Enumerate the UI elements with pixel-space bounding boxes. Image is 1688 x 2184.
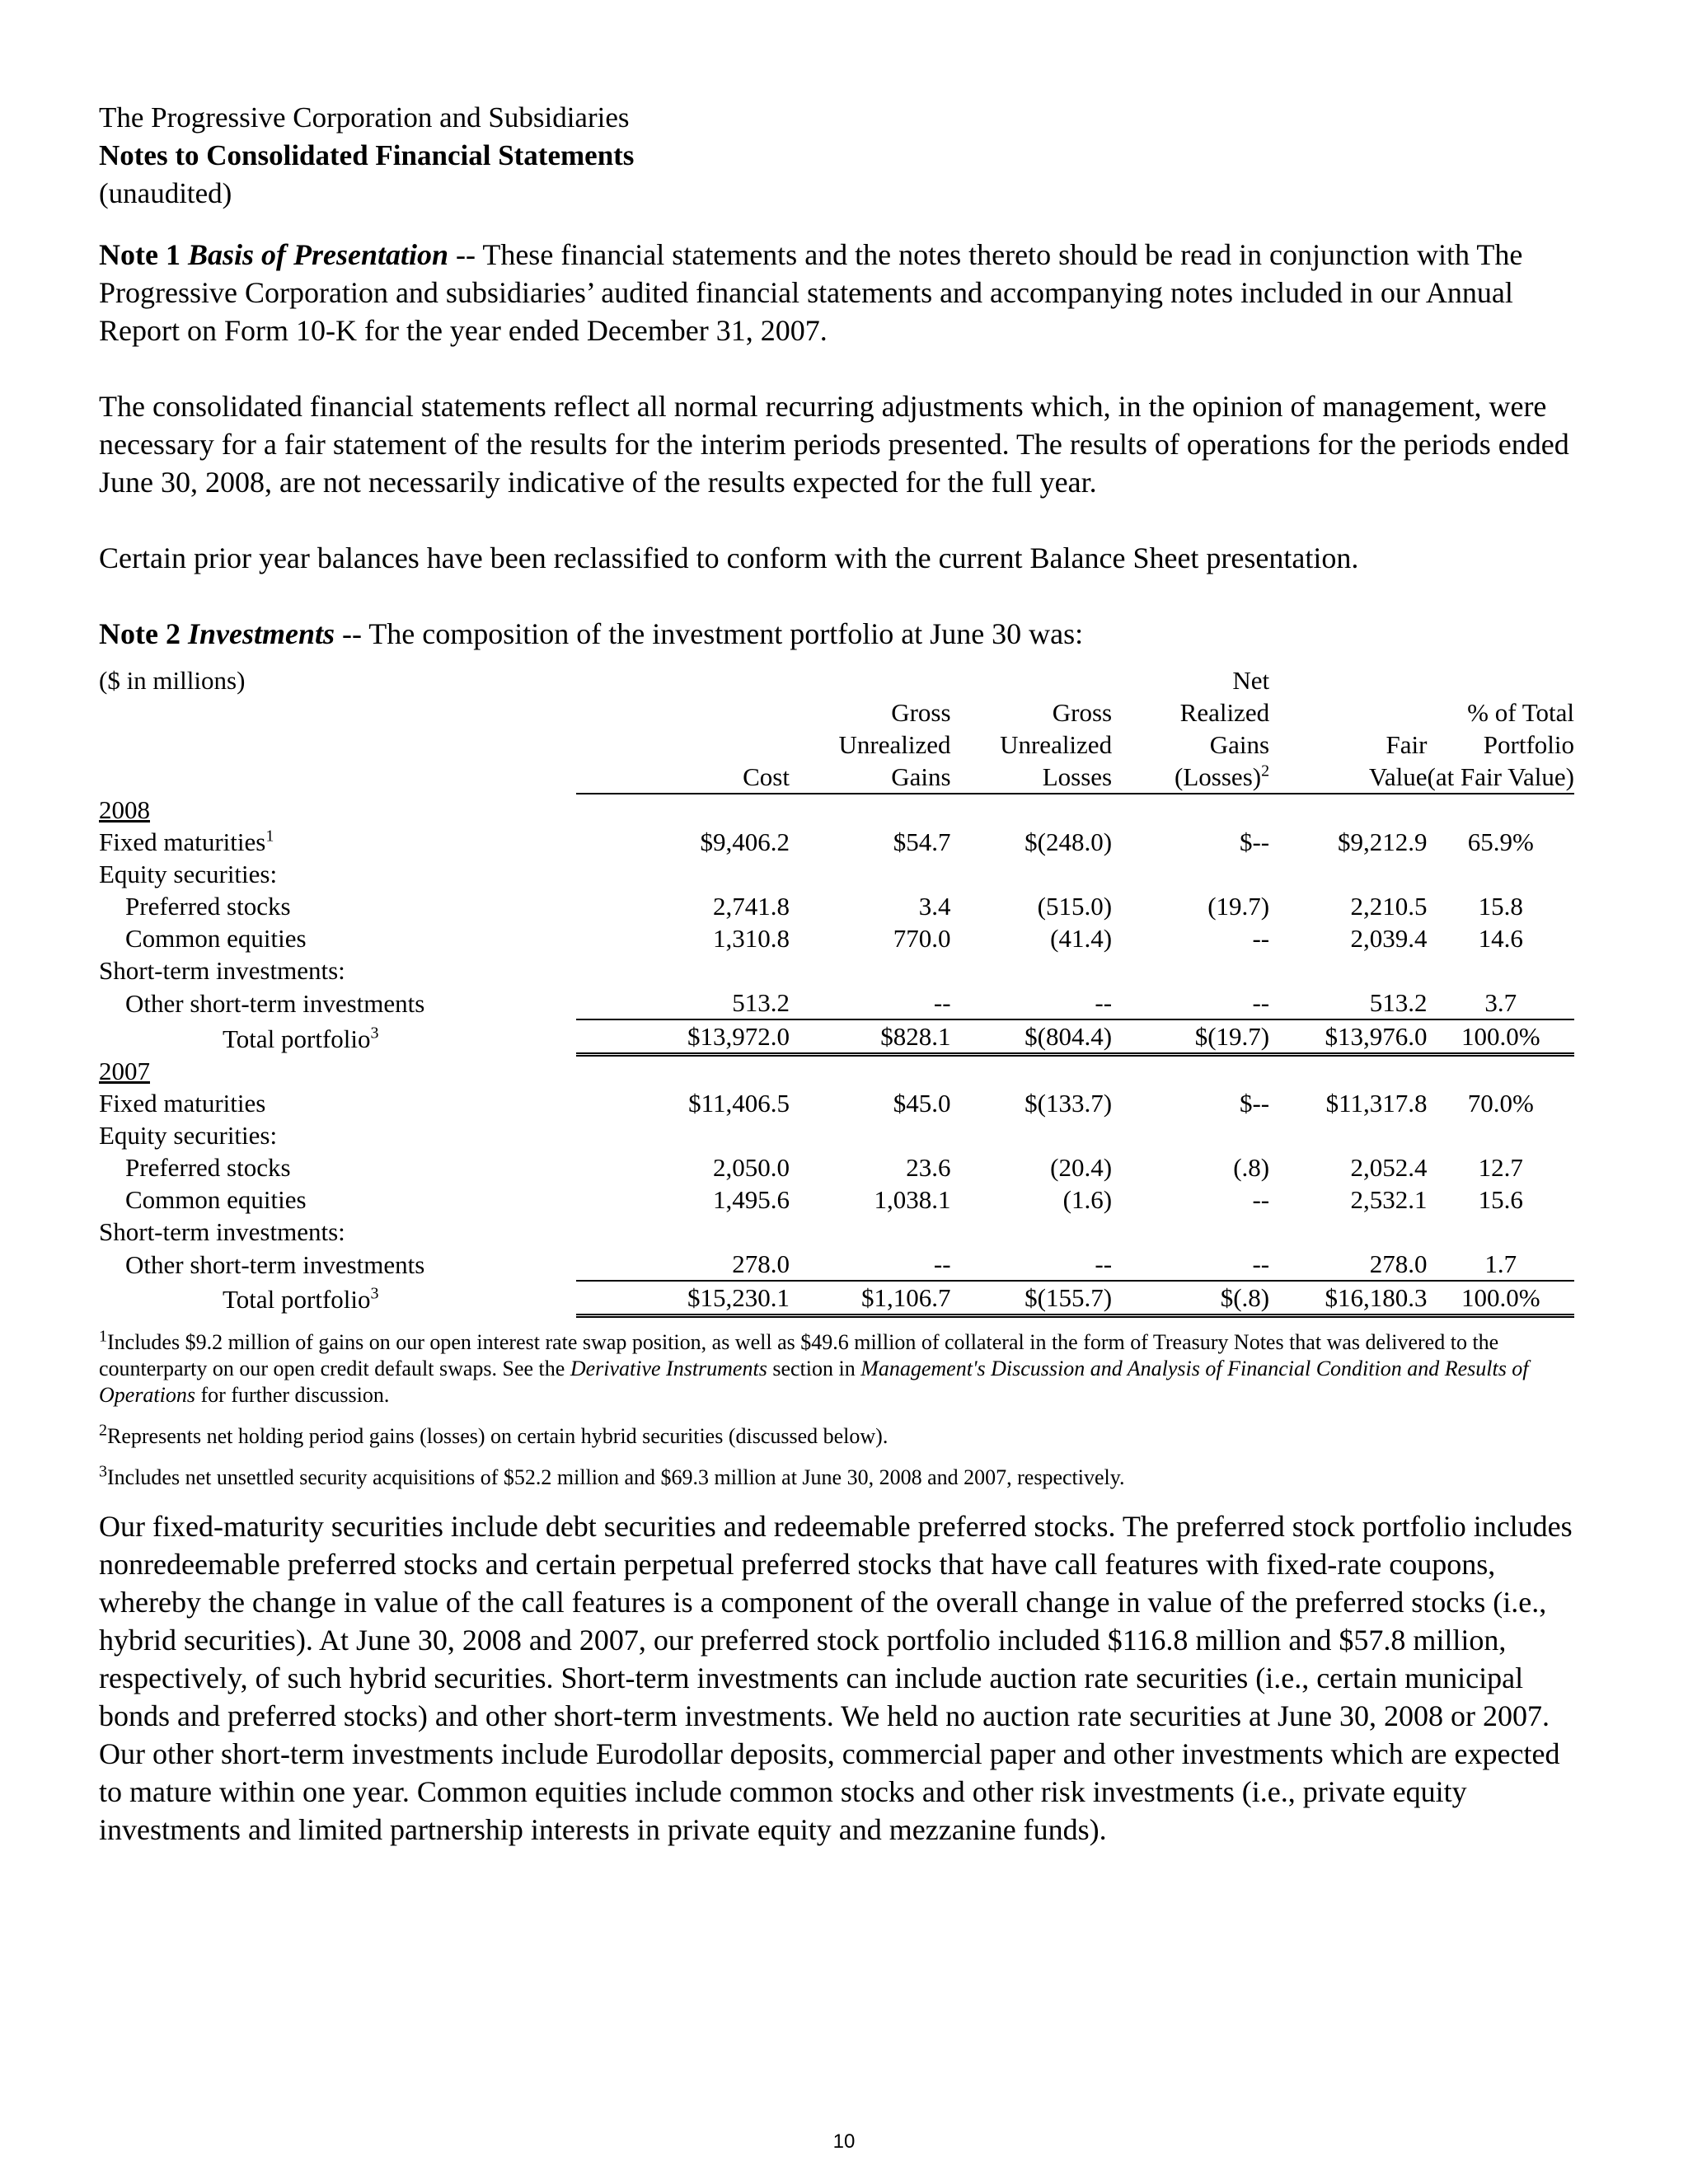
row-label: Fixed maturities [99, 1088, 266, 1118]
table-row [99, 1087, 1574, 1119]
cell-pct: 14.6 [1478, 924, 1523, 953]
row-label: Short-term investments: [99, 1216, 345, 1246]
note1-paragraph [99, 236, 1582, 349]
cell-gains: $828.1 [790, 1019, 951, 1055]
table-total-row [99, 1019, 1574, 1055]
cell-losses: (41.4) [1050, 924, 1113, 953]
cell-cost: 1,495.6 [712, 1184, 790, 1214]
row-label: Total portfolio$^3$ [223, 1024, 379, 1053]
cell-gains: 770.0 [893, 924, 951, 953]
table-header-row [99, 729, 1574, 761]
note2-text: -- The composition of the investment portfolio at June 30 was: [334, 617, 1084, 650]
row-label: Other short-term investments [125, 989, 425, 1018]
table-row [99, 890, 1574, 922]
cell-fair: 2,039.4 [1350, 924, 1428, 953]
cell-gains: 1,038.1 [874, 1184, 951, 1214]
cell-fair: $16,180.3 [1269, 1281, 1427, 1316]
table-row [99, 1216, 1574, 1248]
cell-net: $-- [1239, 827, 1270, 856]
cell-pct: 15.6 [1478, 1184, 1523, 1214]
table-row [99, 954, 1574, 987]
statement-title: Notes to Consolidated Financial Statements [99, 139, 635, 171]
note2-paragraph [99, 615, 1582, 653]
cell-pct: 70.0% [1467, 1088, 1534, 1118]
cell-losses: -- [951, 1248, 1113, 1281]
note2-heading: Investments [187, 617, 335, 650]
footnote-3: $^3$Includes net unsettled security acquisitions of $52.2 million and $69.3 million at June 30, 2008 and 2007, respectively. [99, 1461, 1125, 1489]
cell-gains: $45.0 [893, 1088, 951, 1118]
units-label: ($ in millions) [99, 666, 246, 695]
cell-pct: 12.7 [1478, 1152, 1523, 1182]
row-label: Equity securities: [99, 1120, 278, 1150]
cell-net: $(19.7) [1112, 1019, 1269, 1055]
cell-net: $-- [1239, 1088, 1270, 1118]
cell-fair: $9,212.9 [1337, 827, 1428, 856]
cell-fair: $11,317.8 [1325, 1088, 1428, 1118]
header-losses-3: Losses [951, 761, 1113, 794]
table-total-row [99, 1281, 1574, 1316]
table-row [99, 1119, 1574, 1151]
row-label: Preferred stocks [125, 892, 291, 921]
cell-cost: 513.2 [576, 987, 790, 1019]
cell-gains: 3.4 [918, 892, 951, 921]
unaudited-label: (unaudited) [99, 177, 232, 209]
cell-net: -- [1112, 1248, 1269, 1281]
cell-fair: 2,532.1 [1350, 1184, 1428, 1214]
header-net-1: Net [1232, 666, 1270, 695]
cell-pct: 3.7 [1427, 987, 1574, 1019]
header-net-3: Gains [1209, 730, 1270, 759]
header-fair-2: Value [1269, 761, 1427, 794]
cell-pct: 100.0% [1427, 1019, 1574, 1055]
cell-fair: 513.2 [1269, 987, 1427, 1019]
cell-pct: 100.0% [1427, 1281, 1574, 1316]
table-row [99, 922, 1574, 954]
cell-fair: 2,210.5 [1350, 892, 1428, 921]
row-label: Equity securities: [99, 860, 278, 888]
cell-cost: $15,230.1 [576, 1281, 790, 1316]
row-label: Total portfolio$^3$ [223, 1284, 379, 1314]
cell-losses: $(804.4) [951, 1019, 1113, 1055]
cell-gains: -- [790, 987, 951, 1019]
note1-label: Note 1 [99, 238, 181, 271]
cell-fair: 2,052.4 [1350, 1152, 1428, 1182]
header-gains-1: Gross [891, 698, 951, 727]
header-losses-2: Unrealized [1000, 730, 1113, 759]
cell-fair: 278.0 [1269, 1248, 1427, 1281]
cell-net: (.8) [1233, 1152, 1270, 1182]
footnote-2: $^2$Represents net holding period gains (losses) on certain hybrid securities (discussed below). [99, 1420, 889, 1448]
footnote-1: $^1$Includes $9.2 million of gains on our open interest rate swap position, as well as $49.6 million of collateral in the form of Treasury Notes that was delivered to the counterparty on our open credit default swaps. See the Derivative Instruments section in Management's Discussion and Analysis of Financial Condition and Results of Operations for further discussion. [99, 1326, 1529, 1407]
cell-net: $(.8) [1112, 1281, 1269, 1316]
document-page [99, 99, 1582, 1849]
year-label-2007: 2007 [99, 1056, 150, 1085]
note1-text: -- These financial statements and the notes thereto should be read in conjunction with The Progressive Corporation and subsidiaries’ audited financial statements and accompanying notes included in our Annual Report on Form 10-K for the year ended December 31, 2007. [99, 238, 1523, 347]
table-row [99, 794, 1574, 826]
cell-losses: (1.6) [1062, 1184, 1113, 1214]
header-pct-3: (at Fair Value) [1427, 761, 1574, 794]
cell-gains: -- [790, 1248, 951, 1281]
header-pct-1: % of Total [1467, 698, 1574, 727]
cell-losses: -- [951, 987, 1113, 1019]
company-name: The Progressive Corporation and Subsidiaries [99, 101, 630, 134]
cell-losses: $(248.0) [1025, 827, 1113, 856]
cell-cost: 278.0 [576, 1248, 790, 1281]
row-label: Common equities [125, 924, 307, 953]
investment-portfolio-table [99, 664, 1574, 1318]
cell-cost: 1,310.8 [712, 924, 790, 953]
cell-pct: 65.9% [1467, 827, 1534, 856]
cell-fair: $13,976.0 [1269, 1019, 1427, 1055]
header-losses-1: Gross [1052, 698, 1113, 727]
header-pct-2: Portfolio [1483, 730, 1574, 759]
year-label-2008: 2008 [99, 795, 150, 824]
header-fair-1: Fair [1386, 730, 1428, 759]
cell-cost: $11,406.5 [688, 1088, 790, 1118]
cell-pct: 15.8 [1478, 892, 1523, 921]
cell-losses: (515.0) [1037, 892, 1113, 921]
header-cost: Cost [576, 761, 790, 794]
cell-gains: $54.7 [893, 827, 951, 856]
cell-net: -- [1252, 1184, 1270, 1214]
document-header [99, 99, 1582, 213]
investments-body-paragraph: Our fixed-maturity securities include debt securities and redeemable preferred stocks. The preferred stock portfolio includes nonredeemable preferred stocks and certain perpetual preferred stocks that have call features with fixed-rate coupons, whereby the change in value of the call features is a component of the overall change in value of the preferred stocks (i.e., hybrid securities). At June 30, 2008 and 2007, our preferred stock portfolio included $116.8 million and $57.8 million, respectively, of such hybrid securities. Short-term investments can include auction rate securities (i.e., certain municipal bonds and preferred stocks) and other short-term investments. We held no auction rate securities at June 30, 2008 or 2007. Our other short-term investments include Eurodollar deposits, commercial paper and other investments which are expected to mature within one year. Common equities include common stocks and other risk investments (i.e., private equity investments and limited partnership interests in private equity and mezzanine funds). [99, 1509, 1573, 1846]
header-gains-3: Gains [790, 761, 951, 794]
table-row [99, 1151, 1574, 1183]
row-label: Preferred stocks [125, 1152, 291, 1182]
cell-cost: $13,972.0 [576, 1019, 790, 1055]
cell-gains: $1,106.7 [790, 1281, 951, 1316]
cell-net: -- [1252, 924, 1270, 953]
row-label: Other short-term investments [125, 1249, 425, 1279]
row-label: Common equities [125, 1184, 307, 1214]
cell-net: -- [1112, 987, 1269, 1019]
note1-paragraph-2: The consolidated financial statements reflect all normal recurring adjustments which, in the opinion of management, were necessary for a fair statement of the results for the interim periods presented. The results of operations for the periods ended June 30, 2008, are not necessarily indicative of the results expected for the full year. [99, 390, 1569, 499]
cell-gains: 23.6 [906, 1152, 951, 1182]
table-header-row [99, 696, 1574, 729]
header-gains-2: Unrealized [838, 730, 951, 759]
row-label: Short-term investments: [99, 956, 345, 985]
table-row [99, 1055, 1574, 1087]
table-row [99, 987, 1574, 1019]
header-net-2: Realized [1179, 698, 1270, 727]
page-number: 10 [832, 2130, 856, 2153]
note1-paragraph-3: Certain prior year balances have been reclassified to conform with the current Balance Sheet presentation. [99, 541, 1359, 574]
cell-losses: (20.4) [1050, 1152, 1113, 1182]
cell-cost: $9,406.2 [700, 827, 790, 856]
cell-losses: $(133.7) [1025, 1088, 1113, 1118]
cell-cost: 2,050.0 [712, 1152, 790, 1182]
table-header-row [99, 761, 1574, 794]
table-row [99, 858, 1574, 890]
note1-heading: Basis of Presentation [187, 238, 449, 271]
table-header-row [99, 664, 1574, 696]
cell-net: (19.7) [1207, 892, 1270, 921]
table-row [99, 1183, 1574, 1216]
row-label: Fixed maturities$^1$ [99, 827, 274, 856]
header-net-4: (Losses)$^2$ [1112, 761, 1269, 794]
cell-pct: 1.7 [1427, 1248, 1574, 1281]
cell-cost: 2,741.8 [712, 892, 790, 921]
note2-label: Note 2 [99, 617, 181, 650]
table-row [99, 1248, 1574, 1281]
cell-losses: $(155.7) [951, 1281, 1113, 1316]
table-row [99, 826, 1574, 858]
